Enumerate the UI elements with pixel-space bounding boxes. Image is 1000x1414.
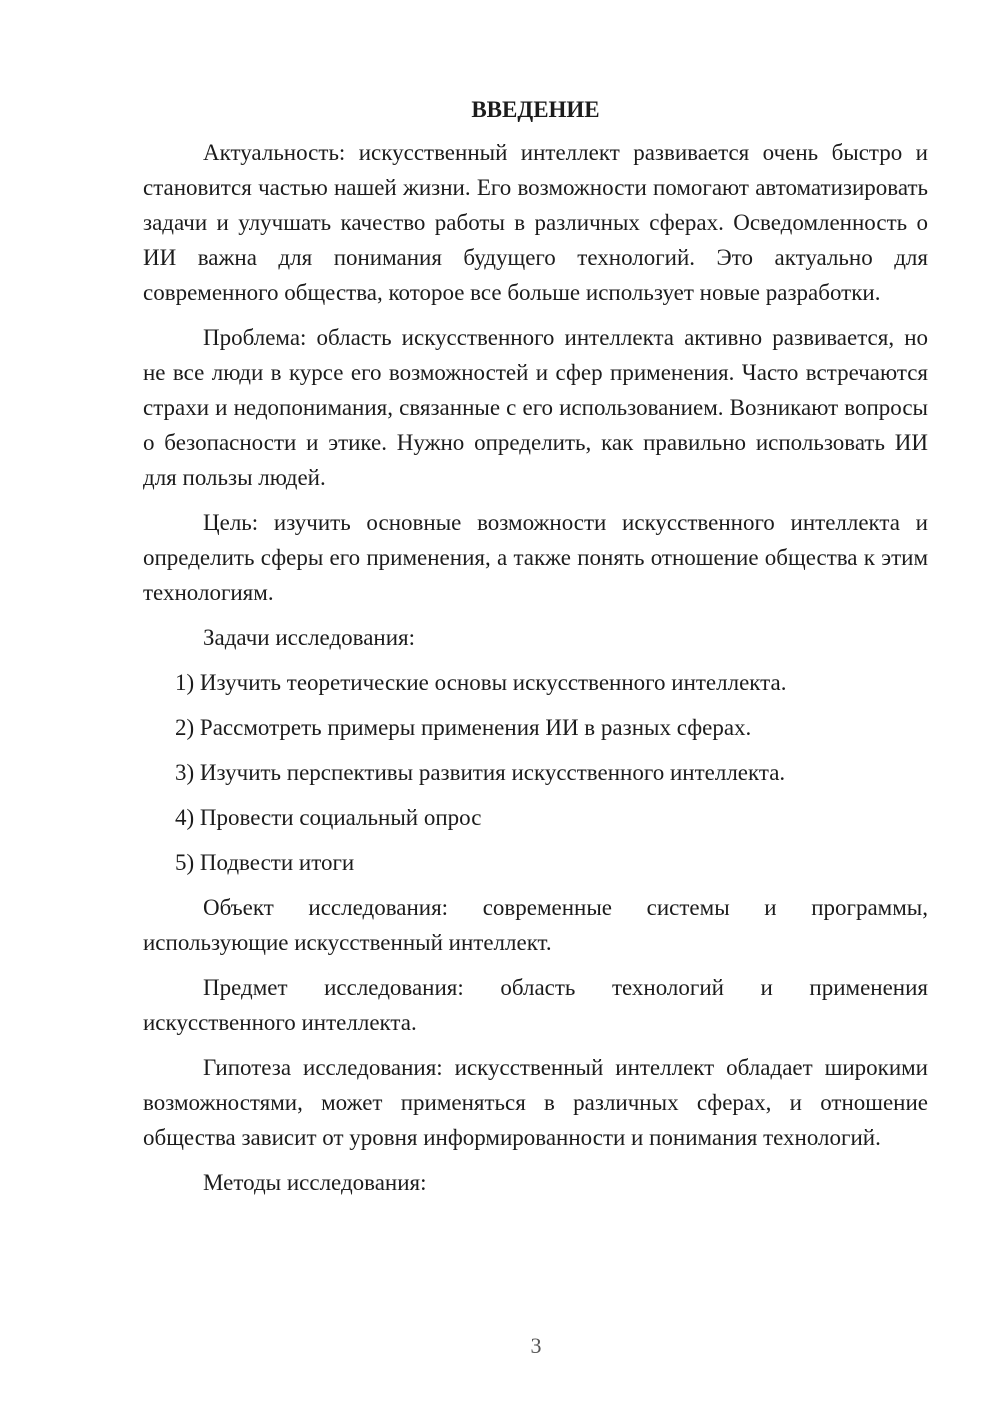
- page-content: [143, 92, 928, 1210]
- goal-paragraph: Цель: изучить основные возможности искусственного интеллекта и определить сферы его применения, а также понять отношение общества к этим технологиям.: [143, 510, 928, 605]
- task-item-5: 5) Подвести итоги: [175, 850, 355, 875]
- relevance-paragraph: Актуальность: искусственный интеллект развивается очень быстро и становится частью нашей жизни. Его возможности помогают автоматизировать задачи и улучшать качество работы в различных сферах. Осведомленность о ИИ важна для понимания будущего технологий. Это актуально для современного общества, которое все больше использует новые разработки.: [143, 140, 928, 305]
- methods-heading: Методы исследования:: [203, 1170, 427, 1195]
- page-number: 3: [530, 1333, 542, 1358]
- problem-paragraph: Проблема: область искусственного интеллекта активно развивается, но не все люди в курсе его возможностей и сфер применения. Часто встречаются страхи и недопонимания, связанные с его использованием. Возникают вопросы о безопасности и этике. Нужно определить, как правильно использовать ИИ для пользы людей.: [143, 325, 928, 490]
- task-item-2: 2) Рассмотреть примеры применения ИИ в разных сферах.: [175, 715, 752, 740]
- tasks-list: [143, 665, 928, 880]
- task-item-4: 4) Провести социальный опрос: [175, 805, 482, 830]
- task-item-1: 1) Изучить теоретические основы искусственного интеллекта.: [175, 670, 787, 695]
- hypothesis-paragraph: Гипотеза исследования: искусственный интеллект обладает широкими возможностями, может применяться в различных сферах, и отношение общества зависит от уровня информированности и понимания технологий.: [143, 1055, 928, 1150]
- subject-paragraph: Предмет исследования: область технологий и применения искусственного интеллекта.: [143, 975, 928, 1035]
- tasks-heading: Задачи исследования:: [203, 625, 416, 650]
- section-heading: ВВЕДЕНИЕ: [471, 97, 600, 122]
- object-paragraph: Объект исследования: современные системы и программы, использующие искусственный интеллект.: [143, 895, 928, 955]
- task-item-3: 3) Изучить перспективы развития искусственного интеллекта.: [175, 760, 786, 785]
